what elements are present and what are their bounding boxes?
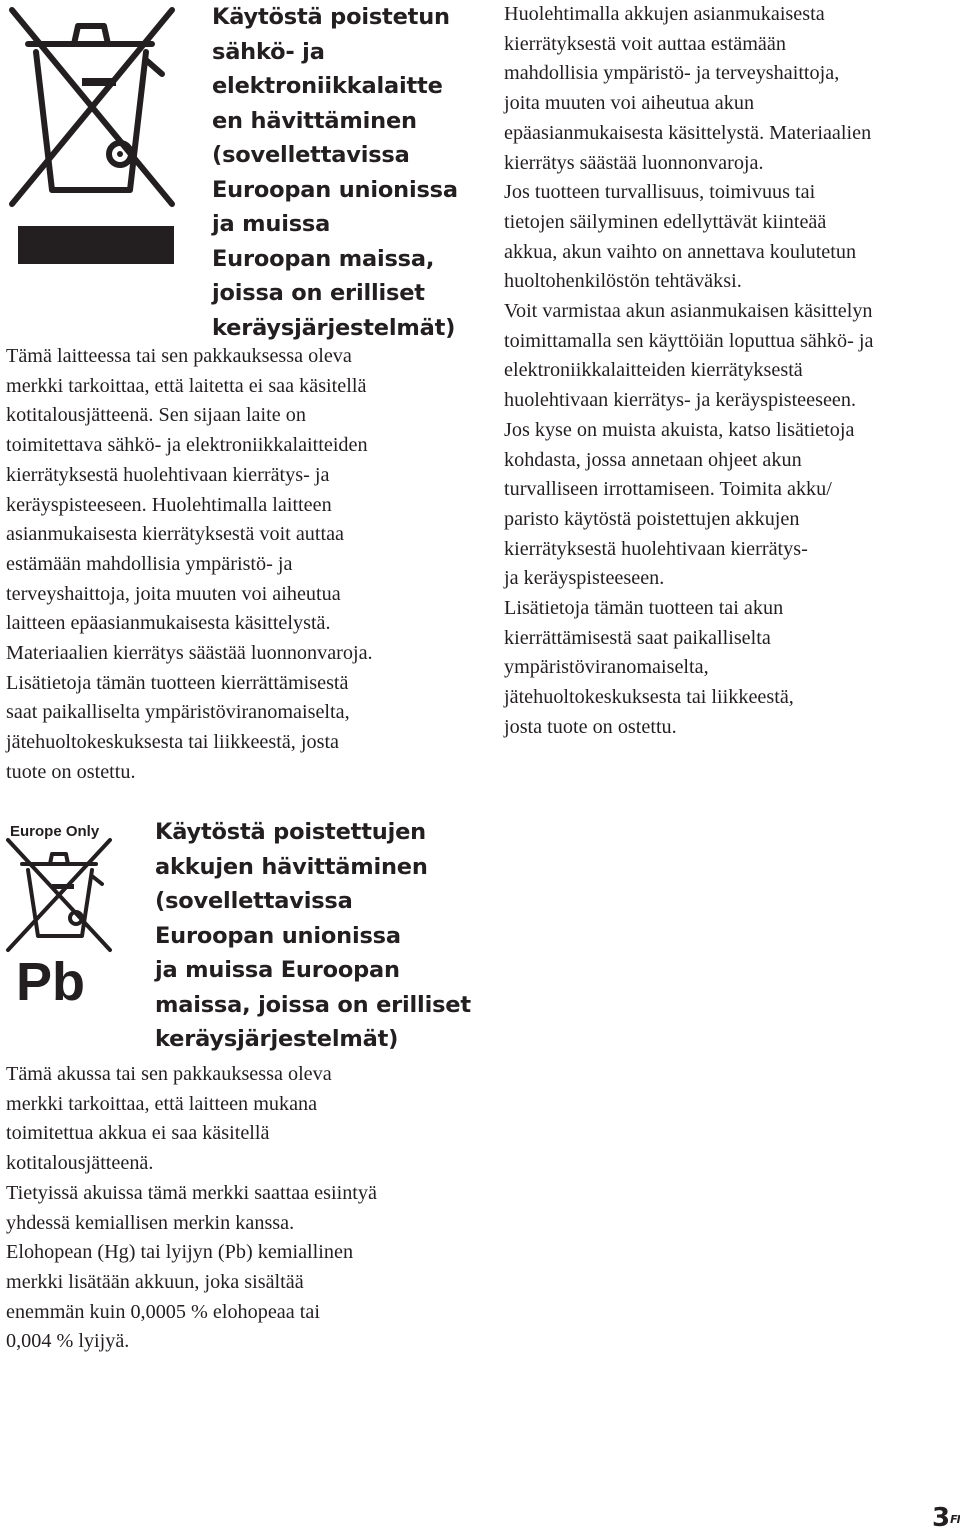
page-number: $3^{FI}$ (932, 1503, 960, 1533)
battery-section-body: Tämä akussa tai sen pakkauksessa oleva merkki tarkoittaa, että laitteen mukana toimitettua akkua ei saa käsitellä kotitalousjätteenä. Tietyissä akuissa tämä merkki saattaa esiintyä yhdessä kemiallisen merkin kanssa. Elohopean (Hg) tai lyijyn (Pb) kemiallinen merkki lisätään akkuun, joka sisältää enemmän kuin 0,0005 % elohopeaa tai 0,004 % lyijyä. (6, 1063, 377, 1353)
battery-section-heading: Käytöstä poistettujen akkujen hävittäminen (sovellettavissa Euroopan unionissa ja muissa Euroopan maissa, joissa on erilliset keräysjärjestelmät) (155, 819, 471, 1052)
europe-only-label: Europe Only (10, 823, 100, 840)
language-code: FI (950, 1513, 960, 1526)
pb-chemical-label: Pb (16, 952, 86, 1008)
crossed-out-bin-pb-icon (4, 818, 116, 1008)
crossed-out-wheelie-bin-icon (6, 4, 178, 266)
weee-section-body: Tämä laitteessa tai sen pakkauksessa oleva merkki tarkoittaa, että laitetta ei saa käsitellä kotitalousjätteenä. Sen sijaan laite on toimitettava sähkö- ja elektroniikkalaitteiden kierrätyksestä huolehtivaan kierrätys- ja keräyspisteeseen. Huolehtimalla laitteen asianmukaisesta kierrätyksestä voit auttaa estämään mahdollisia ympäristö- ja terveyshaittoja, joita muuten voi aiheutua laitteen epäasianmukaisesta käsittelystä. Materiaalien kierrätys säästää luonnonvaroja. Lisätietoja tämän tuotteen kierrättämisestä saat paikalliselta ympäristöviranomaiselta, jätehuoltokeskuksesta tai liikkeestä, josta tuote on ostettu. (6, 345, 373, 783)
right-column-body: Huolehtimalla akkujen asianmukaisesta kierrätyksestä voit auttaa estämään mahdollisia ympäristö- ja terveyshaittoja, joita muuten voi aiheutua akun epäasianmukaisesta käsittelystä. Materiaalien kierrätys säästää luonnonvaroja. Jos tuotteen turvallisuus, toimivuus tai tietojen säilyminen edellyttävät kiinteää akkua, akun vaihto on annettava koulutetun huoltohenkilöstön tehtäväksi. Voit varmistaa akun asianmukaisen käsittelyn toimittamalla sen käyttöiän loputtua sähkö- ja elektroniikkalaitteiden kierrätyksestä huolehtivaan kierrätys- ja keräyspisteeseen. Jos kyse on muista akuista, katso lisätietoja kohdasta, jossa annetaan ohjeet akun turvalliseen irrottamiseen. Toimita akku/ paristo käytöstä poistettujen akkujen kierrätyksestä huolehtivaan kierrätys- ja keräyspisteeseen. Lisätietoja tämän tuotteen tai akun kierrättämisestä saat paikalliselta ympäristöviranomaiselta, jätehuoltokeskuksesta tai liikkeestä, josta tuote on ostettu. (504, 3, 874, 738)
weee-section-heading: Käytöstä poistetun sähkö- ja elektroniikkalaitte en hävittäminen (sovellettavissa Euroopan unionissa ja muissa Euroopan maissa, joissa on erilliset keräysjärjestelmät) (212, 4, 458, 341)
